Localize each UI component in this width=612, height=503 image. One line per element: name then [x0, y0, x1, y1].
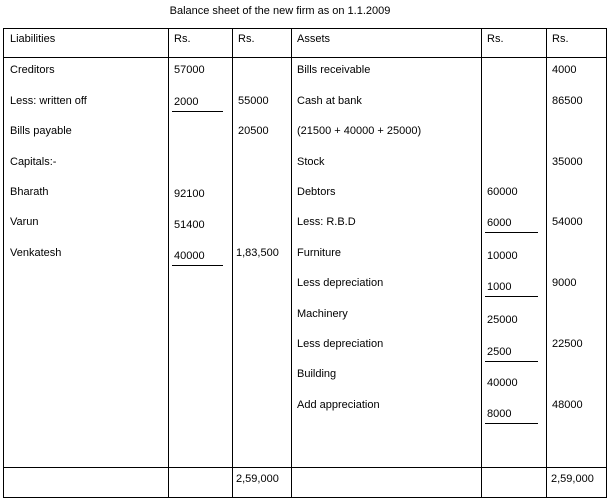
underline [485, 423, 538, 424]
liabilities-total: 2,59,000 [236, 473, 279, 485]
building-amount: 40000 [487, 377, 518, 389]
underline [172, 265, 223, 266]
column-divider [168, 28, 169, 498]
capital-varun: Varun [10, 216, 39, 228]
rbd-amount: 6000 [487, 217, 512, 229]
liability-less-written-off: Less: written off [10, 95, 87, 107]
page-title: Balance sheet of the new firm as on 1.1.2009 [169, 5, 391, 17]
header-liabilities: Liabilities [10, 33, 56, 45]
underline [485, 232, 538, 233]
column-divider [481, 28, 482, 498]
header-assets: Assets [297, 33, 331, 45]
header-rs: Rs. [552, 33, 569, 45]
asset-stock: Stock [297, 156, 325, 168]
assets-total: 2,59,000 [551, 473, 594, 485]
liability-capitals: Capitals:- [10, 156, 57, 168]
asset-less-depreciation-machinery: Less depreciation [297, 338, 384, 350]
cash-amount: 86500 [552, 95, 583, 107]
capitals-total: 1,83,500 [236, 247, 279, 259]
header-rs: Rs. [238, 33, 255, 45]
stock-amount: 35000 [552, 156, 583, 168]
total-divider [3, 467, 607, 468]
asset-less-rbd: Less: R.B.D [297, 216, 356, 228]
asset-cash-at-bank: Cash at bank [297, 95, 362, 107]
machinery-depreciation-amount: 2500 [487, 346, 512, 358]
machinery-amount: 25000 [487, 314, 518, 326]
capital-bharath: Bharath [10, 186, 49, 198]
underline [172, 111, 223, 112]
asset-bills-receivable: Bills receivable [297, 64, 371, 76]
asset-machinery: Machinery [297, 308, 348, 320]
furniture-depreciation-amount: 1000 [487, 281, 512, 293]
liability-creditors: Creditors [10, 64, 55, 76]
asset-add-appreciation: Add appreciation [297, 399, 380, 411]
column-divider [232, 28, 233, 498]
asset-building: Building [297, 368, 337, 380]
venkatesh-amount: 40000 [174, 250, 205, 262]
column-divider [291, 28, 292, 498]
creditors-net-amount: 55000 [238, 95, 269, 107]
header-rs: Rs. [487, 33, 504, 45]
debtors-amount: 60000 [487, 186, 518, 198]
underline [485, 296, 538, 297]
bills-payable-amount: 20500 [238, 125, 269, 137]
liability-bills-payable: Bills payable [10, 125, 72, 137]
varun-amount: 51400 [174, 219, 205, 231]
bills-receivable-amount: 4000 [552, 64, 577, 76]
bharath-amount: 92100 [174, 188, 205, 200]
underline [485, 361, 538, 362]
building-appreciation-amount: 8000 [487, 408, 512, 420]
header-rs: Rs. [174, 33, 191, 45]
furniture-amount: 10000 [487, 250, 518, 262]
debtors-net-amount: 54000 [552, 216, 583, 228]
header-divider [3, 57, 607, 58]
furniture-net-amount: 9000 [552, 277, 577, 289]
cash-calculation: (21500 + 40000 + 25000) [297, 125, 422, 137]
creditors-amount: 57000 [174, 64, 205, 76]
column-divider [546, 28, 547, 498]
written-off-amount: 2000 [174, 96, 199, 108]
asset-debtors: Debtors [297, 186, 336, 198]
machinery-net-amount: 22500 [552, 338, 583, 350]
building-net-amount: 48000 [552, 399, 583, 411]
capital-venkatesh: Venkatesh [10, 247, 62, 259]
asset-less-depreciation-furniture: Less depreciation [297, 277, 384, 289]
asset-furniture: Furniture [297, 247, 342, 259]
